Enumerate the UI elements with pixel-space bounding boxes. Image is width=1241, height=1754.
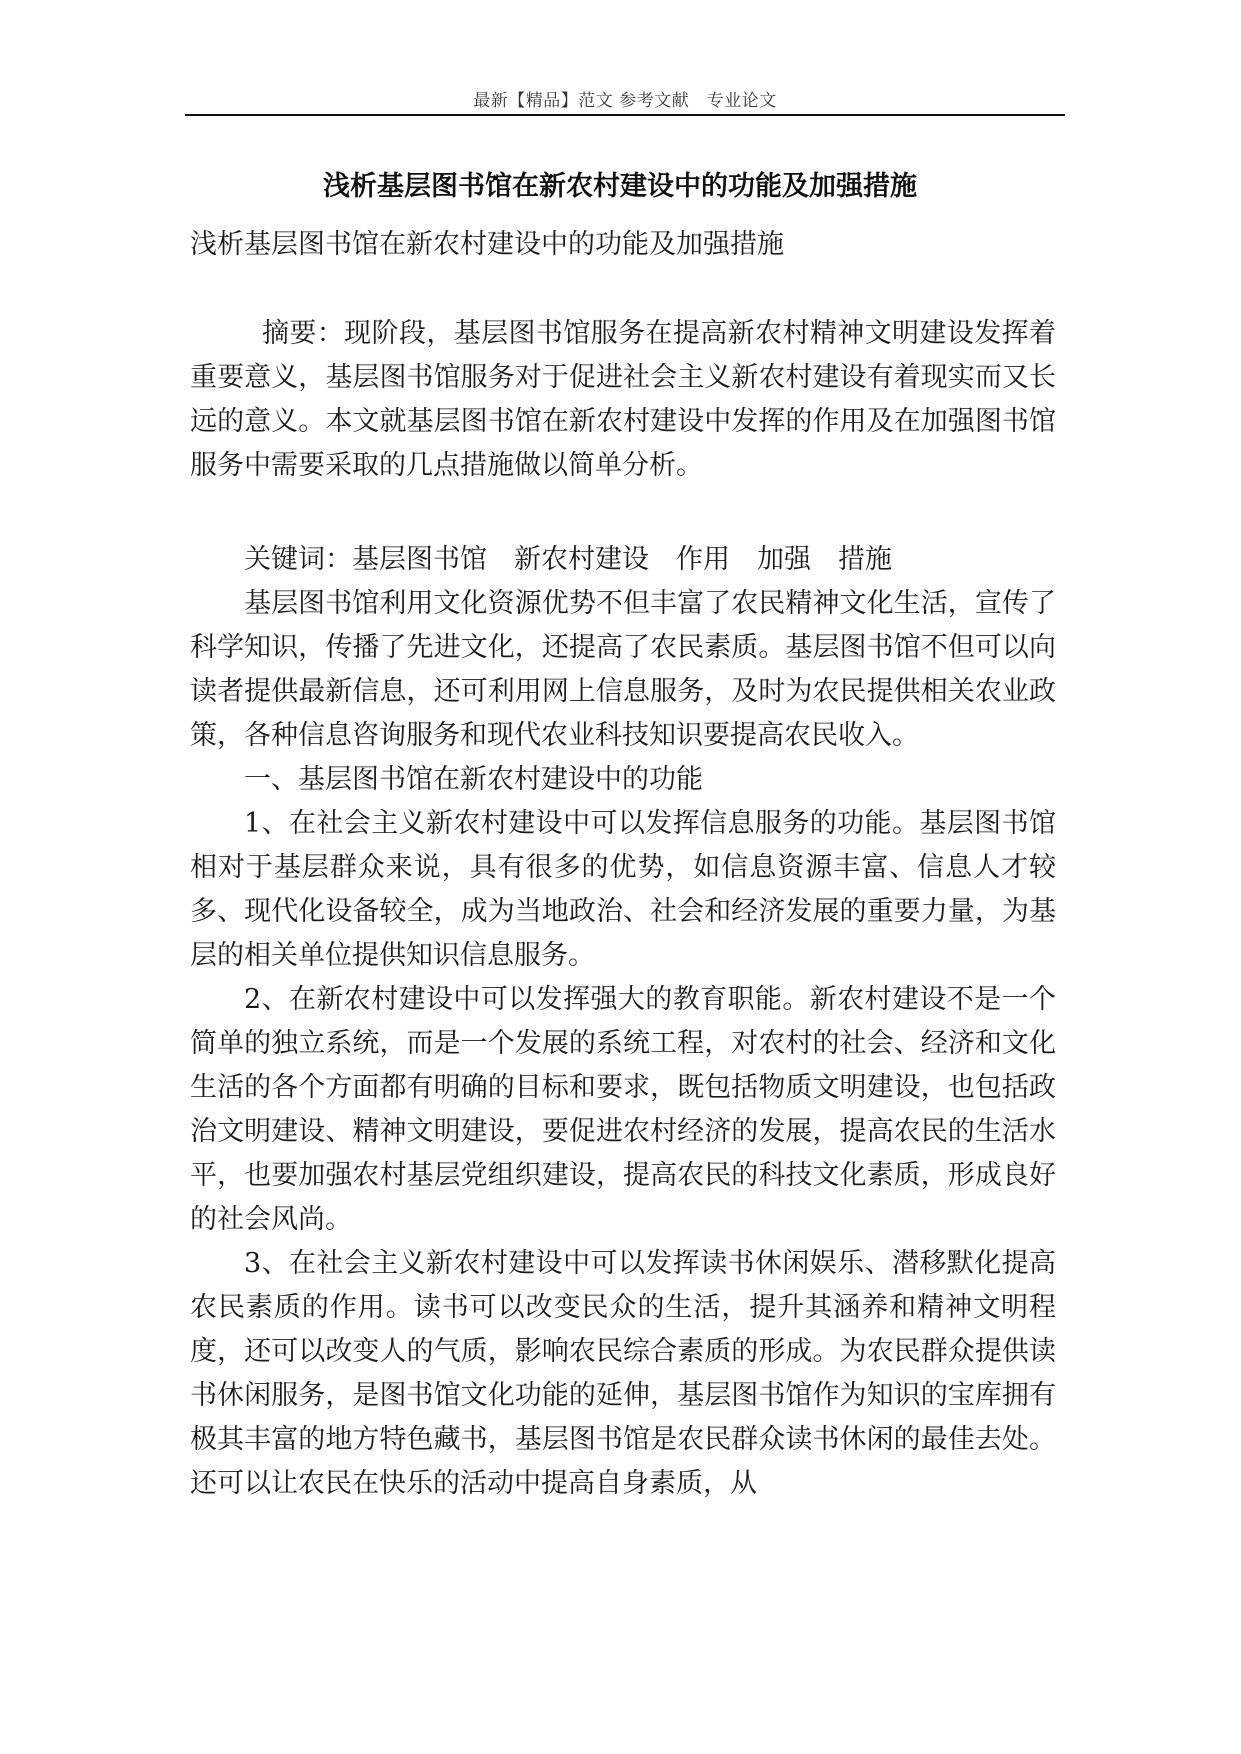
- header-divider: [185, 114, 1065, 116]
- body-paragraph: 1、在社会主义新农村建设中可以发挥信息服务的功能。基层图书馆相对于基层群众来说，具有很多的优势，如信息资源丰富、信息人才较多、现代化设备较全，成为当地政治、社会和经济发展的重要力量，为基层的相关单位提供知识信息服务。: [190, 808, 1056, 971]
- body-paragraph: 3、在社会主义新农村建设中可以发挥读书休闲娱乐、潜移默化提高农民素质的作用。读书可以改变民众的生活，提升其涵养和精神文明程度，还可以改变人的气质，影响农民综合素质的形成。为农民群众提供读书休闲服务，是图书馆文化功能的延伸，基层图书馆作为知识的宝库拥有极其丰富的地方特色藏书，基层图书馆是农民群众读书休闲的最佳去处。还可以让农民在快乐的活动中提高自身素质，从: [190, 1248, 1056, 1499]
- keywords-line: 关键词：基层图书馆 新农村建设 作用 加强 措施: [244, 544, 892, 575]
- abstract-paragraph: 摘要：现阶段，基层图书馆服务在提高新农村精神文明建设发挥着重要意义，基层图书馆服务对于促进社会主义新农村建设有着现实而又长远的意义。本文就基层图书馆在新农村建设中发挥的作用及在加强图书馆服务中需要采取的几点措施做以简单分析。: [190, 318, 1056, 481]
- section-gap: [190, 488, 1056, 538]
- document-title: 浅析基层图书馆在新农村建设中的功能及加强措施: [323, 171, 917, 202]
- page-header: 最新【精品】范文 参考文献 专业论文: [473, 91, 777, 111]
- body-paragraph: 2、在新农村建设中可以发挥强大的教育职能。新农村建设不是一个简单的独立系统，而是一个发展的系统工程，对农村的社会、经济和文化生活的各个方面都有明确的目标和要求，既包括物质文明建设，也包括政治文明建设、精神文明建设，要促进农村经济的发展，提高农民的生活水平，也要加强农村基层党组织建设，提高农民的科技文化素质，形成良好的社会风尚。: [190, 984, 1056, 1235]
- body-paragraph: 基层图书馆利用文化资源优势不但丰富了农民精神文化生活，宣传了科学知识，传播了先进文化，还提高了农民素质。基层图书馆不但可以向读者提供最新信息，还可利用网上信息服务，及时为农民提供相关农业政策，各种信息咨询服务和现代农业科技知识要提高农民收入。: [190, 588, 1056, 751]
- document-subtitle: 浅析基层图书馆在新农村建设中的功能及加强措施: [190, 229, 784, 260]
- document-body: [190, 312, 1056, 1506]
- section-heading: 一、基层图书馆在新农村建设中的功能: [244, 764, 703, 795]
